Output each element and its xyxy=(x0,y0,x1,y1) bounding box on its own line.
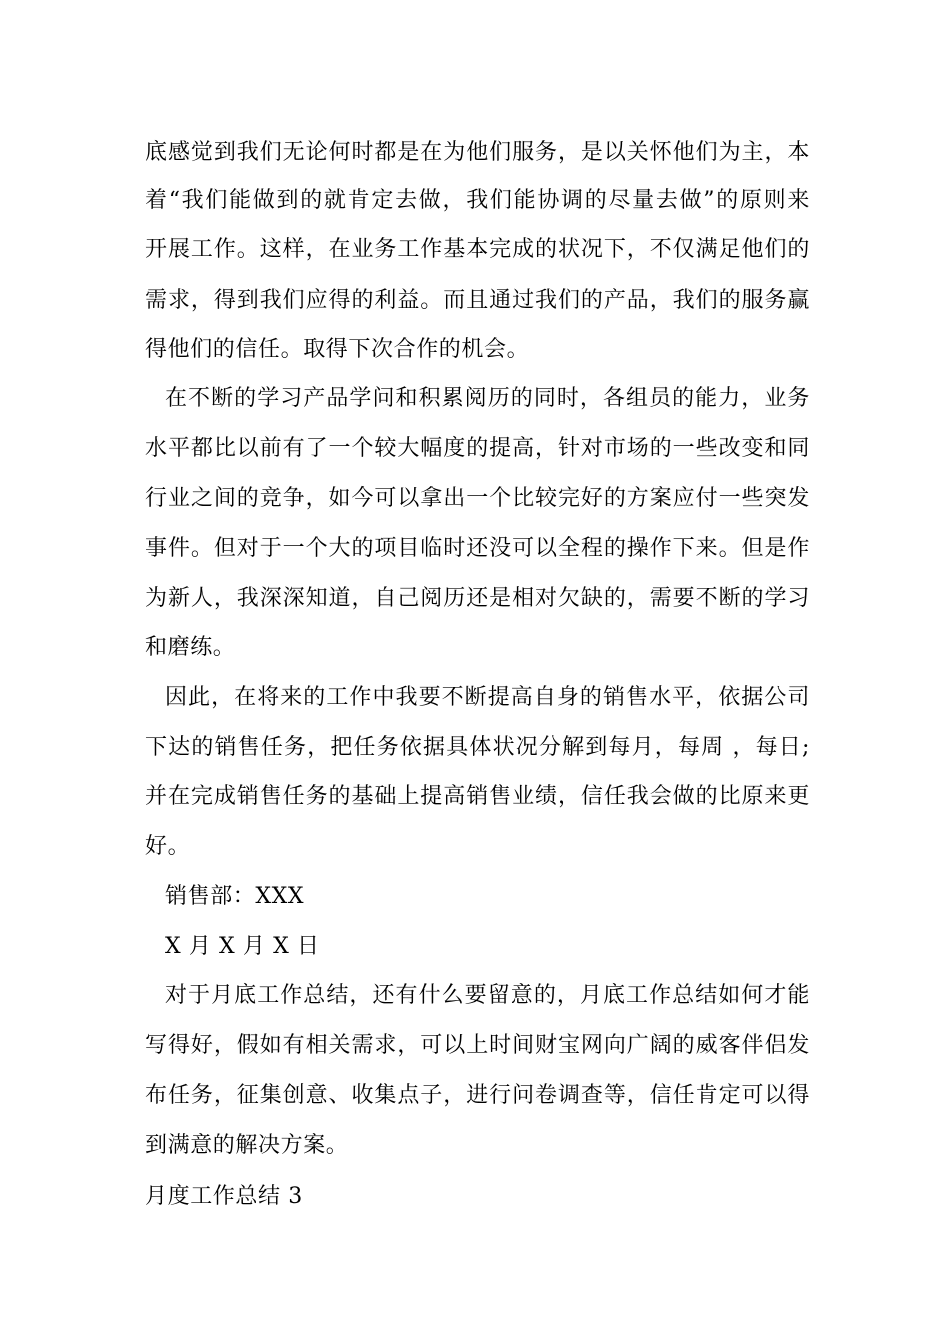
paragraph-2-line-1: 在不断的学习产品学问和积累阅历的同时，各组员的能力，业务 xyxy=(165,386,810,411)
paragraph-4-line-3: 布任务，征集创意、收集点子，进行问卷调查等，信任肯定可以得 xyxy=(145,1083,810,1108)
signature-date: X 月 X 月 X 日 xyxy=(165,934,320,959)
paragraph-3-line-4: 好。 xyxy=(145,834,191,859)
paragraph-4-line-4: 到满意的解决方案。 xyxy=(145,1133,349,1158)
paragraph-1-line-4: 需求，得到我们应得的利益。而且通过我们的产品，我们的服务赢 xyxy=(145,288,810,313)
paragraph-1-line-2: 着“我们能做到的就肯定去做，我们能协调的尽量去做”的原则来 xyxy=(145,188,810,213)
signature-department: 销售部：XXX xyxy=(165,884,305,909)
paragraph-2-line-6: 和磨练。 xyxy=(145,635,236,660)
paragraph-4-line-2: 写得好，假如有相关需求，可以上时间财宝网向广阔的威客伴侣发 xyxy=(145,1033,810,1058)
section-heading: 月度工作总结 3 xyxy=(145,1184,303,1209)
paragraph-2-line-5: 为新人，我深深知道，自己阅历还是相对欠缺的，需要不断的学习 xyxy=(145,586,810,611)
paragraph-1-line-5: 得他们的信任。取得下次合作的机会。 xyxy=(145,337,530,362)
paragraph-2-line-2: 水平都比以前有了一个较大幅度的提高，针对市场的一些改变和同 xyxy=(145,436,810,461)
paragraph-2-line-3: 行业之间的竞争，如今可以拿出一个比较完好的方案应付一些突发 xyxy=(145,486,810,511)
paragraph-3-line-3: 并在完成销售任务的基础上提高销售业绩，信任我会做的比原来更 xyxy=(145,784,810,809)
paragraph-4-line-1: 对于月底工作总结，还有什么要留意的，月底工作总结如何才能 xyxy=(165,983,810,1008)
paragraph-2-line-4: 事件。但对于一个大的项目临时还没可以全程的操作下来。但是作 xyxy=(145,536,810,561)
paragraph-3-line-2: 下达的销售任务，把任务依据具体状况分解到每月，每周 ，每日; xyxy=(145,735,810,760)
paragraph-1-line-1: 底感觉到我们无论何时都是在为他们服务，是以关怀他们为主，本 xyxy=(145,140,810,165)
paragraph-1-line-3: 开展工作。这样，在业务工作基本完成的状况下，不仅满足他们的 xyxy=(145,237,810,262)
paragraph-3-line-1: 因此，在将来的工作中我要不断提高自身的销售水平，依据公司 xyxy=(165,685,810,710)
